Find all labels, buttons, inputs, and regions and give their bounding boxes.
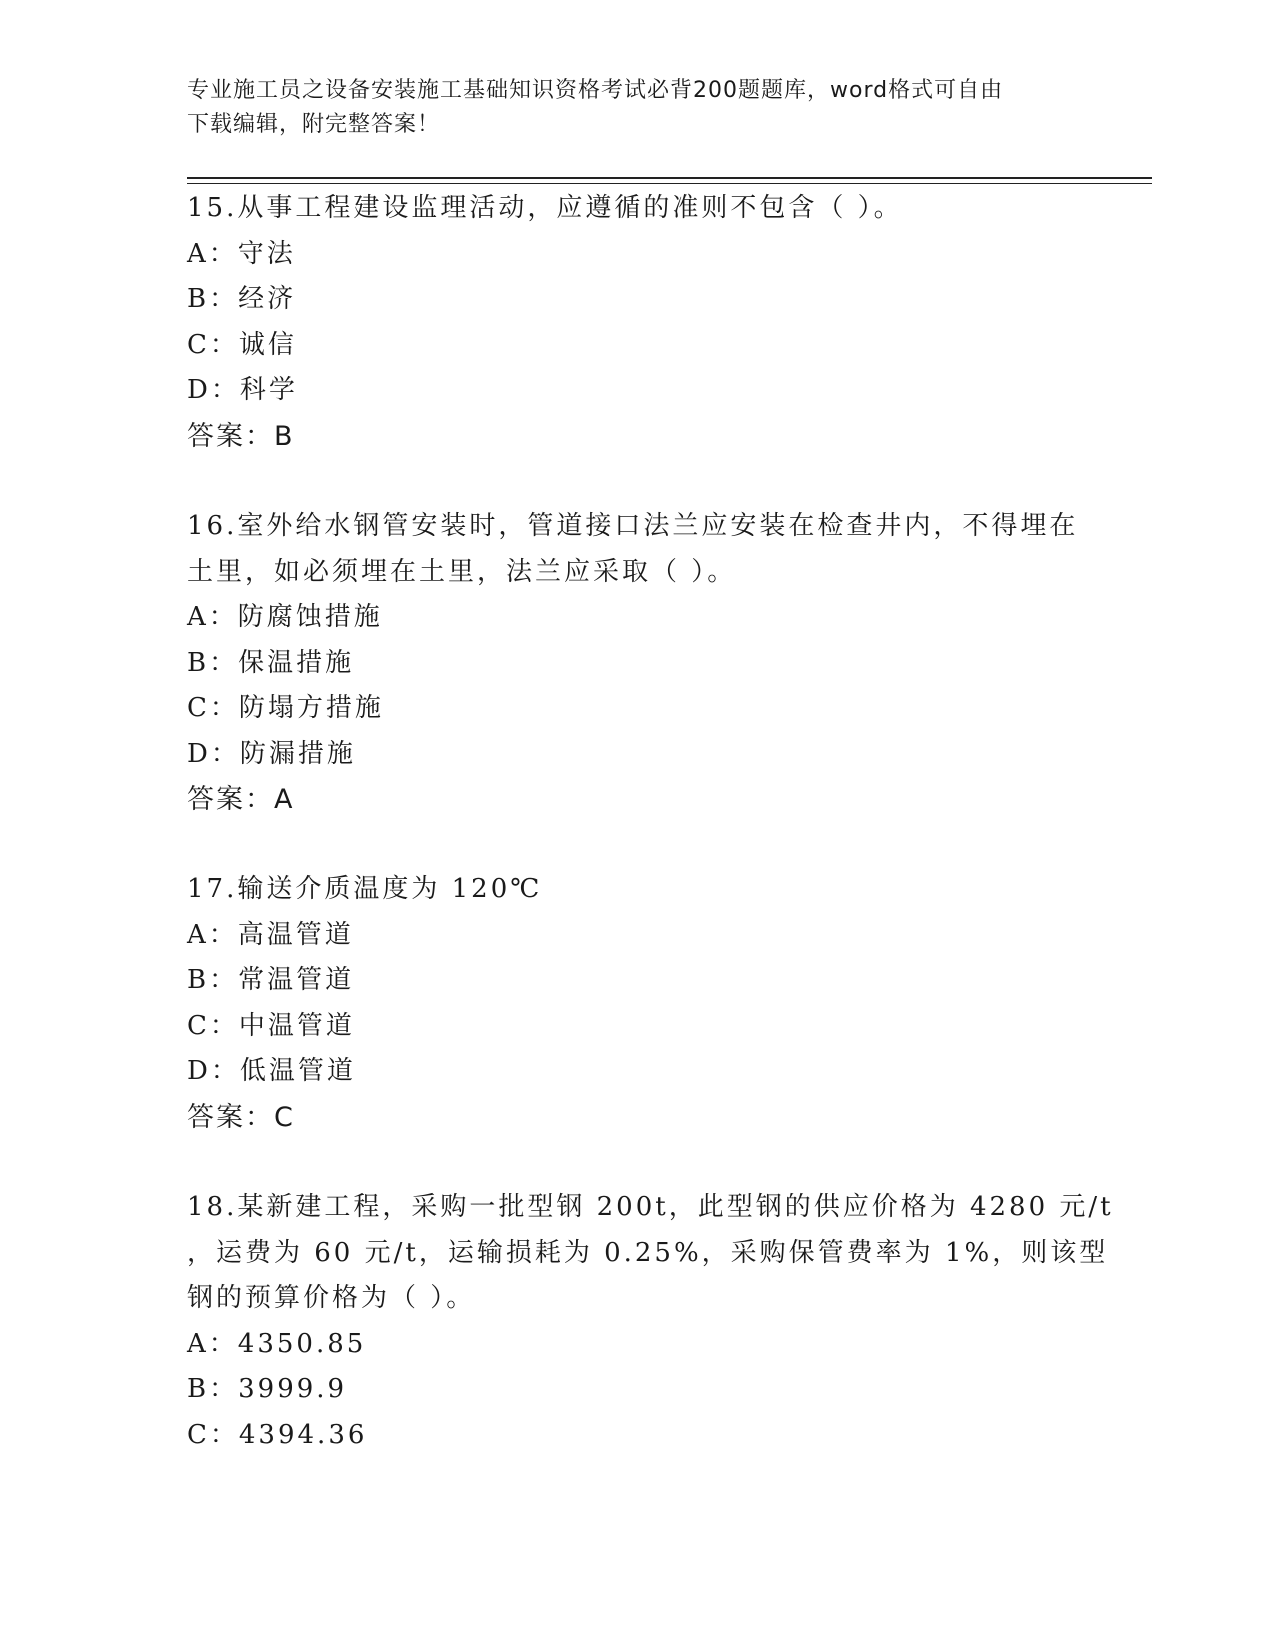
option-a: A：守法 <box>187 238 296 269</box>
question-stem: ，运费为 60 元/t，运输损耗为 0.25%，采购保管费率为 1%，则该型 <box>187 1237 1109 1268</box>
option-a: A：防腐蚀措施 <box>187 602 383 632</box>
option-c: C：4394.36 <box>187 1419 368 1450</box>
option-c: C：诚信 <box>187 329 297 360</box>
option-a: A：高温管道 <box>187 919 354 950</box>
question-stem: 钢的预算价格为（ ）。 <box>187 1283 476 1313</box>
question-16 <box>187 504 1087 823</box>
header-line-1: 专业施工员之设备安装施工基础知识资格考试必背200题题库，word格式可自由 <box>187 78 1004 103</box>
option-c: C：中温管道 <box>187 1010 355 1041</box>
option-b: B：保温措施 <box>187 647 355 678</box>
document-header <box>187 74 1067 142</box>
option-d: D：科学 <box>187 375 298 405</box>
answer: 答案：B <box>187 420 295 452</box>
answer: 答案：C <box>187 1101 295 1133</box>
question-stem: 17.输送介质温度为 120℃ <box>187 874 543 904</box>
option-d: D：低温管道 <box>187 1056 356 1086</box>
question-stem: 土里，如必须埋在土里，法兰应采取（ ）。 <box>187 556 737 587</box>
header-divider <box>187 177 1152 179</box>
option-b: B：3999.9 <box>187 1374 348 1404</box>
option-b: B：常温管道 <box>187 965 355 995</box>
option-b: B：经济 <box>187 284 297 314</box>
question-stem: 18.某新建工程，采购一批型钢 200t，此型钢的供应价格为 4280 元/t <box>187 1192 1114 1222</box>
header-divider-thin <box>187 183 1152 184</box>
question-18 <box>187 1185 1114 1458</box>
header-line-2: 下载编辑，附完整答案！ <box>187 112 441 137</box>
question-17 <box>187 867 1087 1140</box>
question-stem: 16.室外给水钢管安装时，管道接口法兰应安装在检查井内，不得埋在 <box>187 511 1079 541</box>
question-15 <box>187 186 1087 459</box>
option-a: A：4350.85 <box>187 1328 367 1359</box>
answer: 答案：A <box>187 784 295 815</box>
option-d: D：防漏措施 <box>187 738 356 769</box>
question-stem: 15.从事工程建设监理活动，应遵循的准则不包含（ ）。 <box>187 193 903 223</box>
option-c: C：防塌方措施 <box>187 693 384 723</box>
